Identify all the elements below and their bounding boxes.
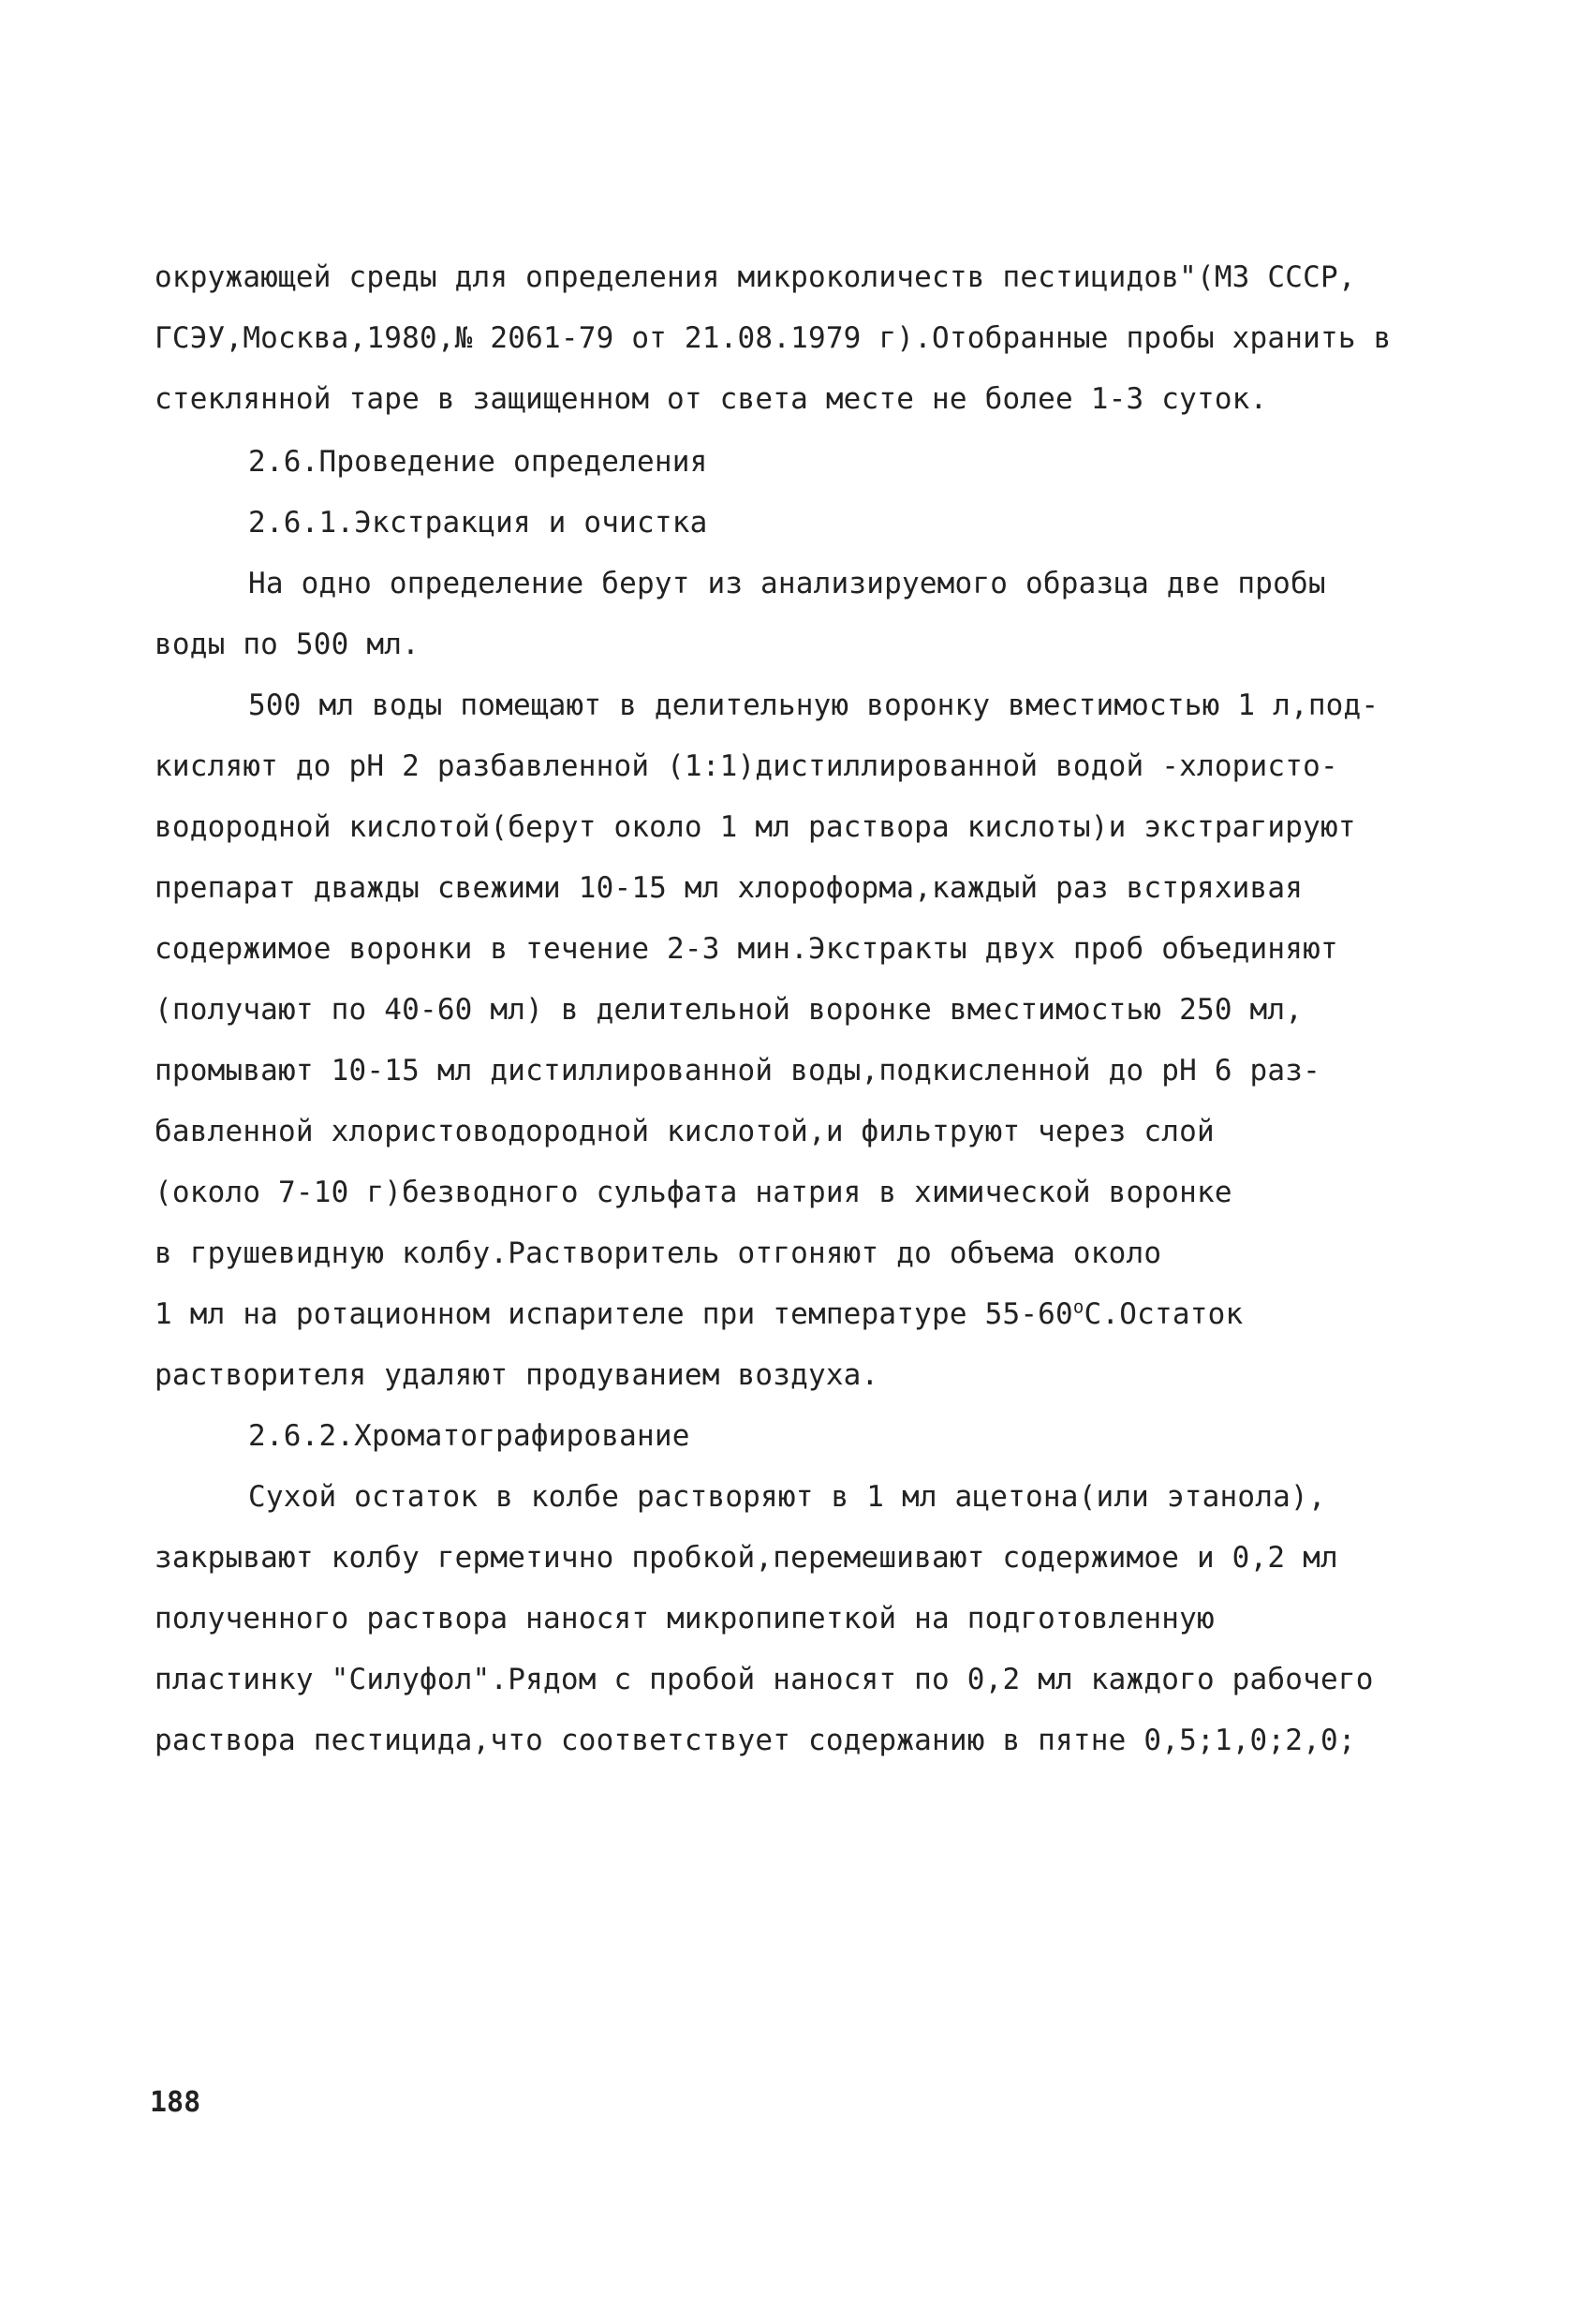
text-line: закрывают колбу герметично пробкой,перемешивают содержимое и 0,2 мл [155,1541,1338,1575]
text-line: пластинку "Силуфол".Рядом с пробой наносят по 0,2 мл каждого рабочего [155,1663,1374,1696]
text-line: (получают по 40-60 мл) в делительной воронке вместимостью 250 мл, [155,993,1304,1027]
section-heading: 2.6.Проведение определения [248,445,708,479]
text-line: (около 7-10 г)безводного сульфата натрия в химической воронке [155,1176,1232,1209]
text-line: На одно определение берут из анализируемого образца две пробы [248,567,1326,600]
text-line: бавленной хлористоводородной кислотой,и фильтруют через слой [155,1115,1215,1148]
text-line: водородной кислотой(берут около 1 мл раствора кислоты)и экстрагируют [155,810,1356,844]
subsection-heading: 2.6.1.Экстракция и очистка [248,506,708,540]
text-line-part: 1 мл на ротационном испарителе при температуре 55-60 [155,1297,1073,1331]
degree-superscript: о [1072,1296,1084,1318]
text-line: растворителя удаляют продуванием воздуха. [155,1358,879,1392]
text-line: в грушевидную колбу.Растворитель отгоняют до объема около [155,1236,1162,1270]
text-line: промывают 10-15 мл дистиллированной воды,подкисленной до рН 6 раз- [155,1054,1320,1088]
subsection-heading: 2.6.2.Хроматографирование [248,1419,690,1453]
text-line: кисляют до рН 2 разбавленной (1:1)дистиллированной водой -хлористо- [155,749,1338,783]
text-line: стеклянной таре в защищенном от света месте не более 1-3 суток. [155,382,1268,416]
text-line: ГСЭУ,Москва,1980,№ 2061-79 от 21.08.1979 г).Отобранные пробы хранить в [155,321,1392,355]
text-line: воды по 500 мл. [155,628,420,661]
text-line: Сухой остаток в колбе растворяют в 1 мл ацетона(или этанола), [248,1480,1326,1514]
text-line: раствора пестицида,что соответствует содержанию в пятне 0,5;1,0;2,0; [155,1724,1356,1757]
text-line-with-degree [155,1295,1243,1333]
text-line-part: С.Остаток [1084,1297,1244,1331]
text-line: окружающей среды для определения микроколичеств пестицидов"(МЗ СССР, [155,260,1356,294]
text-line: содержимое воронки в течение 2-3 мин.Экстракты двух проб объединяют [155,932,1338,966]
text-line: препарат дважды свежими 10-15 мл хлороформа,каждый раз встряхивая [155,871,1304,905]
text-line: 500 мл воды помещают в делительную воронку вместимостью 1 л,под- [248,688,1379,722]
page-number: 188 [150,2086,201,2119]
text-line: полученного раствора наносят микропипеткой на подготовленную [155,1602,1215,1636]
